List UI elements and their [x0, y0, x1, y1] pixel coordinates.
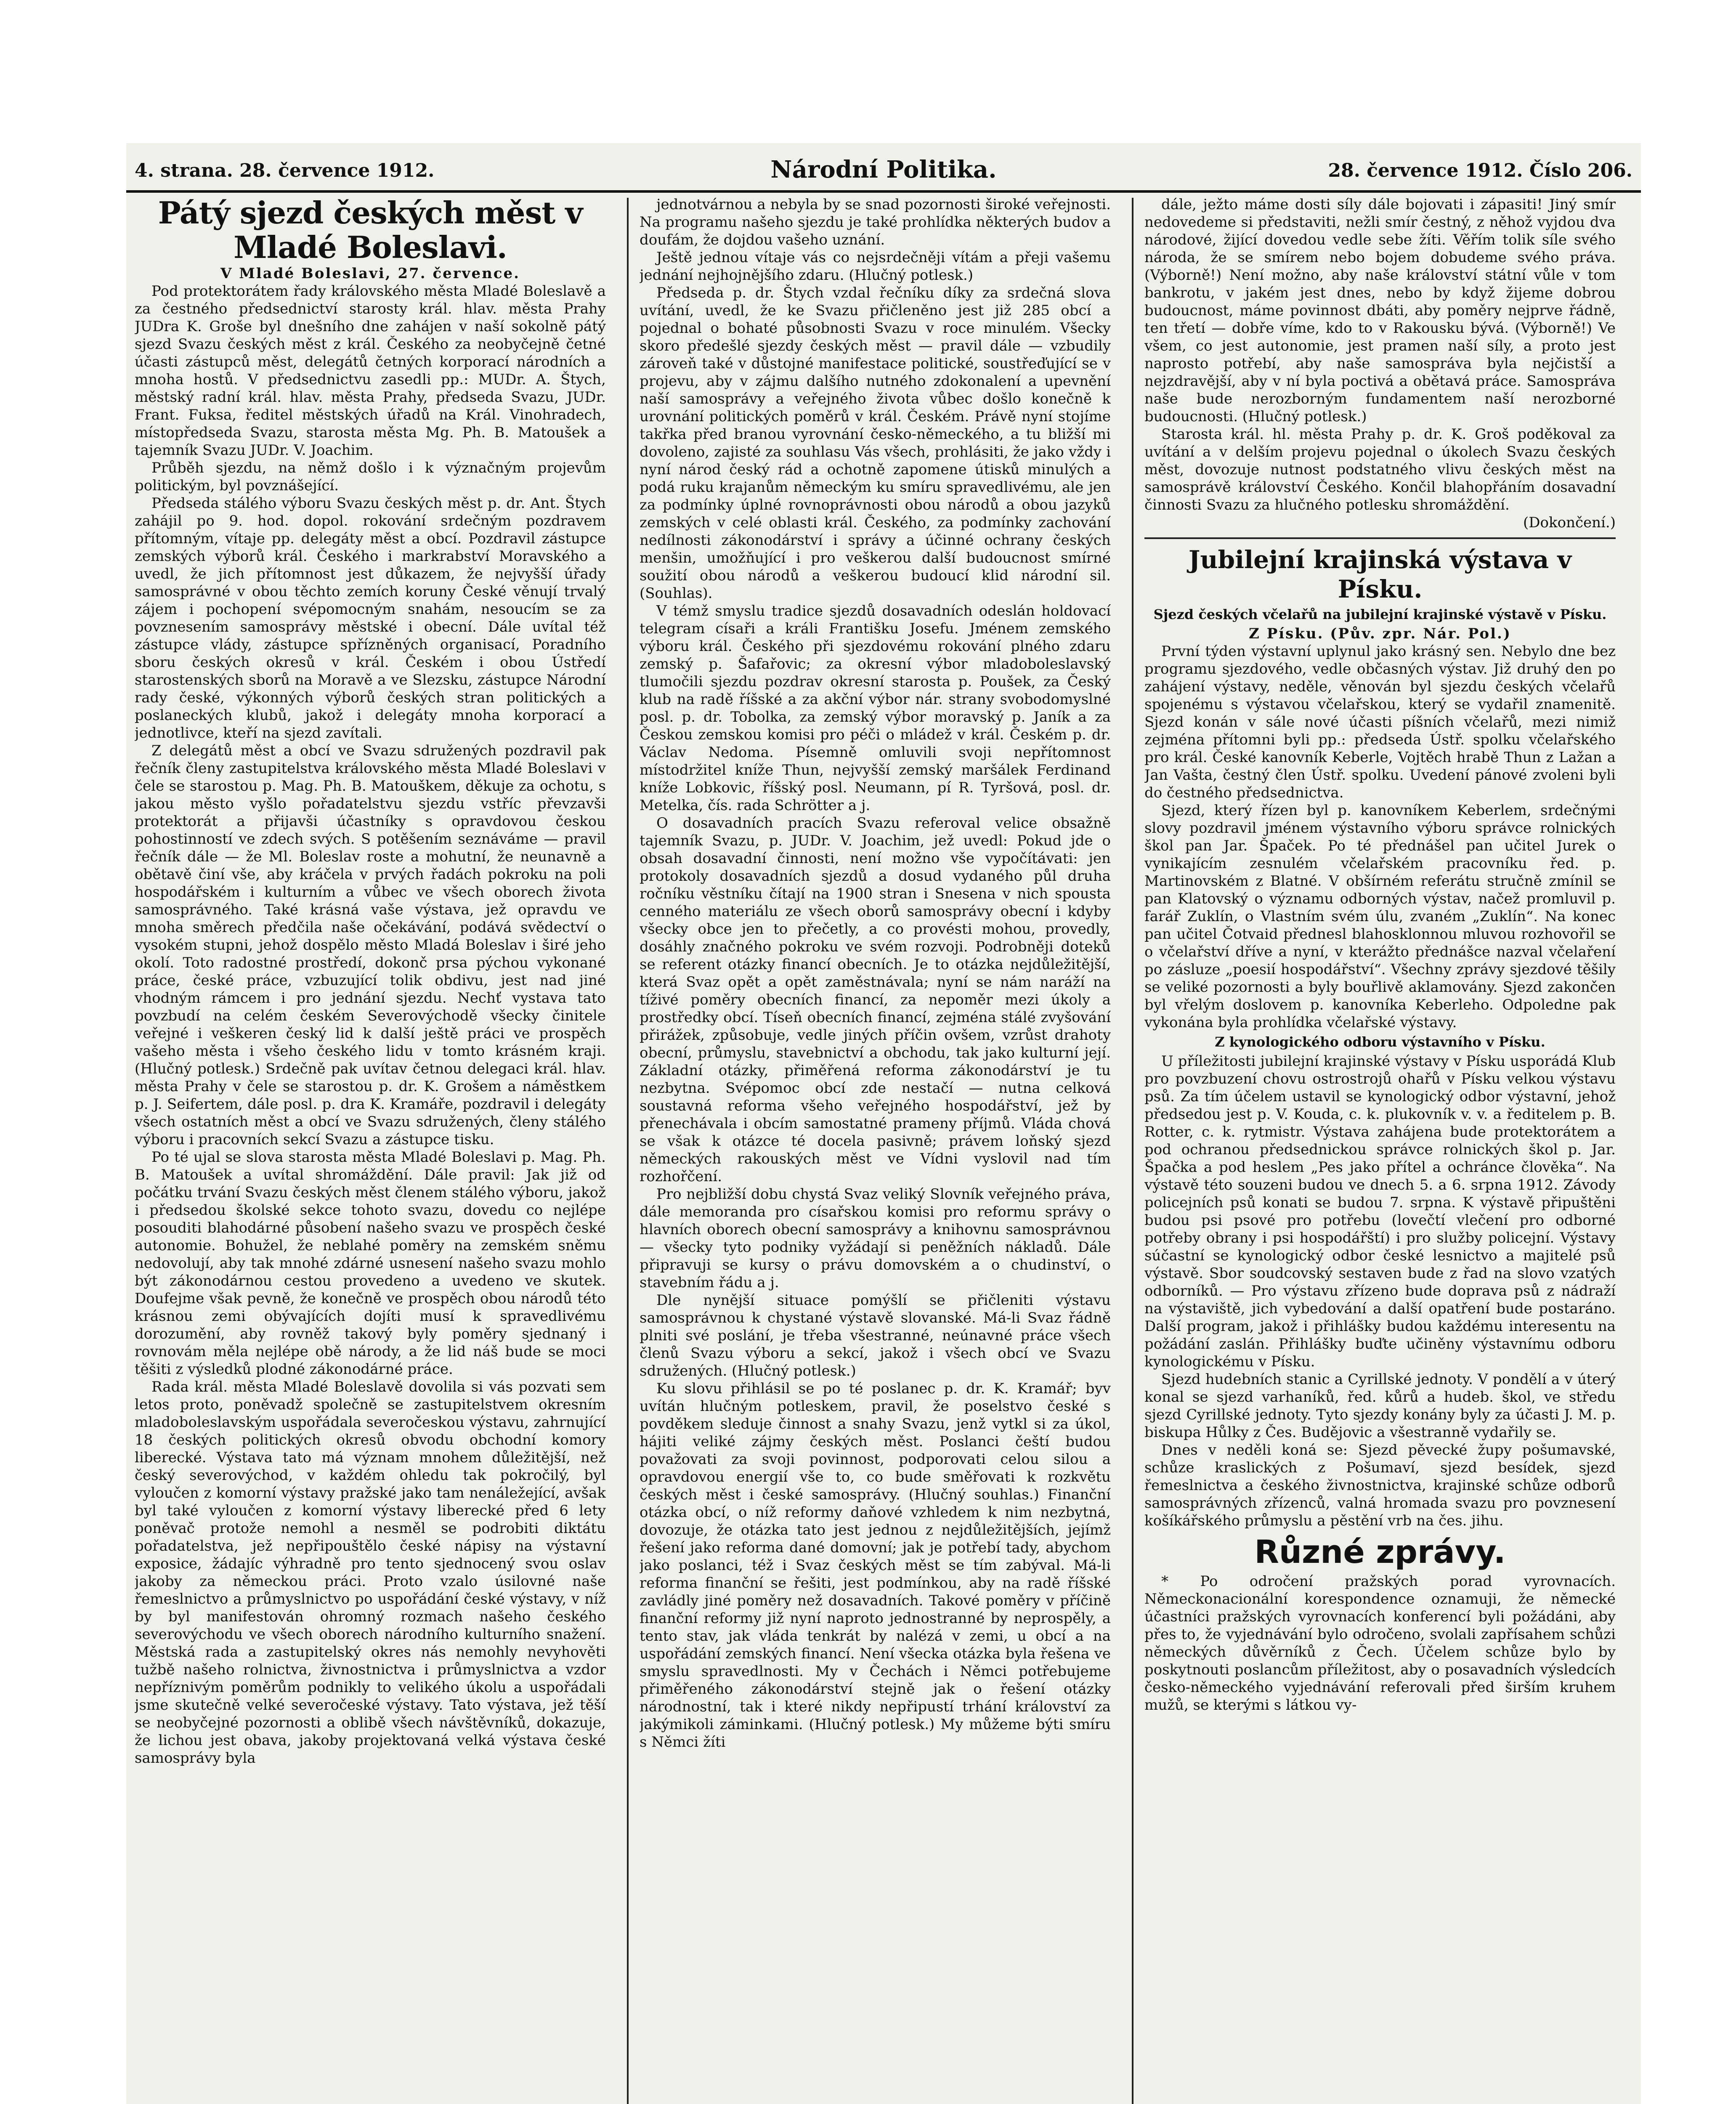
paragraph: Průběh sjezdu, na němž došlo i k význačným projevům politickým, byl povznášející.	[135, 460, 606, 494]
paragraph: * Po odročení pražských porad vyrovnacích. Německonacionální korespondence oznamuji, že německé účastníci pražských vyrovnacích konferencí byli požádáni, aby přes to, že vyjednávání bylo odročeno, svolali zapřísahem schůzi německých důvěrníků z Čech. Účelem schůze bylo by poskytnouti poslancům příležitost, aby o posavadních výsledcích česko-německého vyjednávání referovali před širším kruhem mužů, se kterými s látkou vy-	[1144, 1573, 1616, 1713]
paragraph: Sjezd hudebních stanic a Cyrillské jednoty. V pondělí a v úterý konal se sjezd varhaníků, řed. kůrů a hudeb. škol, ve středu sjezd Cyrillské jednoty. Tyto sjezdy konány byly za účasti J. M. p. biskupa Hůlky z Čes. Budějovic a všestranně vydařily se.	[1144, 1371, 1616, 1441]
paragraph: Předseda stálého výboru Svazu českých měst p. dr. Ant. Štych zahájil po 9. hod. dopol. rokování srdečným pozdravem přítomným, vítaje pp. delegáty měst a obcí. Pozdravil zástupce zemských výborů král. Českého i markrabství Moravského a uvedl, že jich přítomnost jest důkazem, že nejvyšší úřady samosprávné v obou těchto zemích koruny České věnují trvalý zájem i pochopení svépomocným snahám, nesoucím se za povznesením samosprávy městské i obecní. Dále uvítal též zástupce vlády, zástupce spřízněných organisací, Poradního sboru českých okresů v král. Českém i obou Ústředí starostenských sborů na Moravě a ve Slezsku, zástupce Národní rady české, výkonných výborů českých stran politických a poslaneckých klubů, jakož i delegáty mnoha korporací a jednotlivce, kteří na sjezd zavítali.	[135, 495, 606, 741]
paragraph: První týden výstavní uplynul jako krásný sen. Nebylo dne bez programu sjezdového, vedle občasných výstav. Již druhý den po zahájení výstavy, neděle, věnován byl sjezdu českých včelařů spojenému s výstavou včelařskou, který se vydařil znamenitě. Sjezd konán v sále nové účasti píšních včelařů, mezi nimiž zejména přítomni byli pp.: předseda Ústř. spolku včelařského pro král. České kanovník Keberle, Vojtěch hrabě Thun z Lažan a Jan Vašta, čestný člen Ústř. spolku. Uvedení pánové zvoleni byli do čestného předsednictva.	[1144, 643, 1616, 801]
paragraph: Předseda p. dr. Štych vzdal řečníku díky za srdečná slova uvítání, uvedl, že ke Svazu přičleněno jest již 285 obcí a pojednal o bohaté působnosti Svazu v roce minulém. Všecky skoro předešlé sjezdy českých měst — pravil dále — vzbudily zároveň také v důstojné manifestace politické, soustřeďující se v projevu, aby v zájmu dalšího nutného zdokonalení a upevnění naší samosprávy a veřejného života vůbec došlo konečně k urovnání politických poměrů v král. Českém. Právě nyní stojíme takřka před branou vyrovnání česko-německého, a tu bližší mi dovoleno, zajisté za souhlasu Vás všech, prohlásiti, že jako vždy i nyní národ český rád a ochotně zapomene útisků minulých a podá ruku krajanům německým ku smíru spravedlivému, ale jen za podmínky úplné rovnoprávnosti obou národů a obou jazyků zemských v celé oblasti král. Českého, za podmínky zachování nedílnosti zákonodárství i správy a účinné ochrany českých menšin, umožňující i pro veškerou další budoucnost smírné soužití obou národů a veškerou budoucí klid národní sil. (Souhlas).	[640, 284, 1111, 602]
article-title: Pátý sjezd českých měst v Mladé Boleslavi.	[158, 196, 583, 265]
paragraph: Pod protektorátem řady královského města Mladé Boleslavě a za čestného předsednictví starosty král. hlav. města Prahy JUDra K. Groše byl dnešního dne zahájen v naší sokolně pátý sjezd Svazu českých měst z král. Českého za neobyčejně četné účasti zástupců měst, delegátů četných korporací národních a mnoha hostů. V předsednictvu zasedli pp.: MUDr. A. Štych, městský radní král. hlav. města Prahy, předseda Svazu, JUDr. Frant. Fuksa, ředitel městských úřadů na Král. Vinohradech, místopředseda Svazu, starosta města Mg. Ph. B. Matoušek a tajemník Svazu JUDr. V. Joachim.	[135, 283, 606, 459]
article-dateline-2: Z Písku. (Pův. zpr. Nár. Pol.)	[1249, 625, 1511, 642]
paragraph: Rada král. města Mladé Boleslavě dovolila si vás pozvati sem letos proto, poněvadž společně se zastupitelstvem okresním mladoboleslavským uspořádala severočeskou výstavu, zahrnující 18 českých politických okresů obvodu obchodní komory liberecké. Výstava tato má význam mnohem důležitější, než český severovýchod, v každém ohledu tak pokročilý, byl vyloučen z komorní výstavy pražské jako tam nenáležející, avšak byl také vyloučen z komorní výstavy liberecké před 6 lety poněvač protože nemohl a nesměl se podrobiti diktátu pořadatelstva, jež nepřipouštělo české nápisy na výstavní exposice, žádajíc výhradně pro tento sjednocený svou oslav jakoby za německou práci. Proto vzalo úsilovné naše řemeslnictvo a průmyslnictvo po uspořádání české výstavy, v níž by byl manifestován ohromný rozmach našeho českého severovýchodu ve všech oborech národního kulturního snažení. Městská rada a zastupitelský okres nás nemohly nevyhověti tužbě našeho rolnictva, živnostnictva i průmyslnictva a vzdor nepříznivým poměrům podnikly to velikého úkolu a uspořádali jsme skutečně velké severočeské výstavy. Tato výstava, jež těší se neobyčejné pozornosti a oblibě všech návštěvníků, dokazuje, že lichou jest obava, jakoby projektovaná velká výstava české samosprávy byla	[135, 1379, 606, 1767]
paragraph: dále, ježto máme dosti síly dále bojovati i zápasiti! Jiný smír nedovedeme si představiti, nežli smír čestný, z něhož vyjdou dva národové, žijící dovedou vedle sebe žíti. Věřím tolik síle svého národa, že se smírem nebo bojem dobudeme svého práva. (Výborně!) Není možno, aby naše království státní vůle v tom bankrotu, v jakém jest dnes, nebo by když žijeme dobrou budoucnost, máme povinnost dbáti, aby poměry nejprve řádně, ten třetí — dobře víme, kdo to v Rakousku bývá. (Výborně!) Ve všem, co jest autonomie, jest pramen naší síly, a proto jest naprosto potřebí, aby naše samospráva byla nejčistší a nejzdravější, aby v ní byla poctivá a obětavá práce. Samospráva naše bude nerozborným fundamentem naší nerozborné budoucnosti. (Hlučný potlesk.)	[1144, 196, 1616, 425]
section-divider	[1144, 537, 1616, 539]
column-divider	[1132, 198, 1133, 2104]
article-title-2: Jubilejní krajinská výstava v Písku.	[1188, 545, 1572, 603]
paragraph: Starosta král. hl. města Prahy p. dr. K. Groš poděkoval za uvítání a v delším projevu pojednal o úkolech Svazu českých měst, dovozuje nutnost podstatného vlivu českých měst na samosprávě království Českého. Končil blahopřáním dosavadní činnosti Svazu za hlučného potlesku shromáždění.	[1144, 426, 1616, 513]
column-divider	[627, 198, 629, 2104]
paragraph: Ještě jednou vítaje vás co nejsrdečněji vítám a přeji vašemu jednání nejhojnějšího zdaru. (Hlučný potlesk.)	[640, 249, 1111, 284]
paragraph: jednotvárnou a nebyla by se snad pozornosti široké veřejnosti. Na programu našeho sjezdu je také prohlídka některých budov a doufám, že dojdou vašeho uznání.	[640, 196, 1111, 248]
header-page-date: 4. strana. 28. července 1912.	[135, 160, 435, 181]
column-1	[135, 196, 606, 2104]
column-2	[640, 196, 1111, 2104]
paragraph: Sjezd, který řízen byl p. kanovníkem Keberlem, srdečnými slovy pozdravil jménem výstavního výboru správce rolnických škol pan Jar. Špaček. Po té přednášel pan učitel Jurek o vynikajícím zesnulém včelařském pracovníku řed. p. Martinovském z Blatné. V obšírném referátu stručně zmínil se pan Klatovský o významu odborných výstav, načež promluvil p. farář Zuklín, o Vlastním svém úlu, zvaném „Zuklín“. Na konec pan učitel Čotvaid přednesl blahosklonnou mluvou rozhovořil se o včelařství dříve a nyní, v kterážto přednášce nazval včelaření po zásluze „poesií hospodářství“. Všechny zprávy sjezdové těšily se veliké pozornosti a byly bouřlivě aklamovány. Sjezd zakončen byl vřelým doslovem p. kanovníka Keberleho. Odpoledne pak vykonána byla prohlídka včelařské výstavy.	[1144, 802, 1616, 1031]
header-issue: 28. července 1912. Číslo 206.	[1328, 160, 1632, 181]
header-rule	[126, 190, 1641, 193]
article-subhead: Sjezd českých včelařů na jubilejní krajinské výstavě v Písku.	[1153, 606, 1607, 622]
paragraph: U příležitosti jubilejní krajinské výstavy v Písku usporádá Klub pro povzbuzení chovu ostrostrojů ohařů v Písku velkou výstavu psů. Za tím účelem ustavil se kynologický odbor výstavní, jehož předsedou jest p. V. Kouda, c. k. plukovník v. v. a ředitelem p. B. Rotter, c. k. rytmistr. Výstava zahájena bude protektorátem a pod ochranou předsednickou správce rolnických škol p. Jar. Špačka a pod heslem „Pes jako přítel a ochránce člověka“. Na výstavě této souzeni budou ve dnech 5. a 6. srpna 1912. Závody policejních psů konati se budou 7. srpna. K výstavě připuštěni budou psi psové pro potřebu (lovečtí vlečení pro odborné potřeby obrany i psi hospodářští) i pro služby policejní. Výstavy súčastní se kynologický odbor české lesnictvo a majitelé psů výstavě. Sbor soudcovský sestaven bude z řad na slovo vzatých odborníků. — Pro výstavu zřízeno bude doprava psů z nádraží na výstaviště, jich vybedování a další opatření bude postaráno. Další program, jakož i přihlášky budou každému interesentu na požádání zaslán. Přihlášky buďte učiněny výstavnímu odboru kynologickému v Písku.	[1144, 1053, 1616, 1370]
section-title-news: Různé zprávy.	[1254, 1533, 1506, 1570]
paragraph: Ku slovu přihlásil se po té poslanec p. dr. K. Kramář; byv uvítán hlučným potleskem, pravil, že poselstvo české s povděkem sleduje činnost a snahy Svazu, jenž vytkl si za úkol, hájiti veliké zájmy českých měst. Poslanci čeští budou považovati za svoji povinnost, podporovati celou silou a opravdovou energií vše to, co bude směřovati k rozkvětu českých měst i české samosprávy. (Hlučný souhlas.) Finanční otázka obcí, o níž reformy daňové vzhledem k nim nezbytná, dovozuje, že otázka tato jest jednou z nejdůležitějších, jejímž řešení jako reforma dané domovní; jak je potřebí tady, abychom jako poslanci, též i Svaz českých měst se tím zabýval. Má-li reforma finanční se řešiti, jest podmínkou, aby na radě říšské zavládly jiné poměry než dosavadních. Takové poměry v příčině finanční reformy již nyní naproto jednostranné by neprospěly, a tento stav, jak vláda tenkrát by nalézá v zemi, u obcí a na uspořádání zemských financí. Není všecka otázka byla řešena ve smyslu spravedlnosti. My v Čechách i Němci potřebujeme přiměřeného zákonodárství stejně jak o řešení otázky národnostní, tak i které nikdy nepřipustí trhání království za jakýmikoli záminkami. (Hlučný potlesk.) My můžeme býti smíru s Němci žíti	[640, 1380, 1111, 1751]
section-subhead: Z kynologického odboru výstavního v Písku.	[1215, 1034, 1545, 1050]
paragraph: Dnes v neděli koná se: Sjezd pěvecké župy pošumavské, schůze kraslických z Pošumaví, sjezd besídek, sjezd řemeslnictva a českého živnostnictva, krajinské schůze odborů samosprávných zřízenců, valná hromada svazu pro povznesení košíkářského průmyslu a pěstění vrb na čes. jihu.	[1144, 1442, 1616, 1529]
paragraph: O dosavadních pracích Svazu referoval velice obsažně tajemník Svazu, p. JUDr. V. Joachim, jež uvedl: Pokud jde o obsah dosavadní činnosti, není možno vše vypočítávati: jen protokoly dosavadních sjezdů a dosud vydaného půl druha ročníku věstníku čítají na 1900 stran i Snesena v nich spousta cenného materiálu ze všech oborů samosprávy obecní i kdyby všecky obce jen to přečetly, a co provésti mohou, provedly, dosáhly značného pokroku ve svém rozvoji. Podrobněji doteků se referent otázky financí obecních. Je to otázka nejdůležitější, která Svaz opět a opět zaměstnávala; nyní se nám naráží na tíživé poměry obecních financí, za nepoměr mezi úkoly a prostředky obcí. Tíseň obecních financí, zejména stálé zvyšování přirážek, způsobuje, vedle jiných příčin ovšem, vzrůst drahoty obecní, průmyslu, stavebnictví a obchodu, tak jako kulturní její. Základní otázky, přiměřená reforma zákonodárství je tu nezbytna. Svépomoc obcí zde nestačí — nutna celková soustavná reforma všeho veřejného hospodářství, jež by přenechávala i obcím samostatné prameny příjmů. Vláda chová se však k otázce té docela pasivně; právem loňský sjezd německých rakouských měst ve Vídni vyslovil nad tím rozhořčení.	[640, 815, 1111, 1185]
page-header	[126, 156, 1641, 189]
paragraph: Z delegátů měst a obcí ve Svazu sdružených pozdravil pak řečník členy zastupitelstva královského města Mladé Boleslavi v čele se starostou p. Mag. Ph. B. Matouškem, děkuje za ochotu, s jakou město vyšlo pořadatelstvu sjezdu vstříc převzavši protektorát a přijavši účastníky s opravdovou českou pohostinností ve zdech svých. S potěšením seznáváme — pravil řečník dále — že Ml. Boleslav roste a mohutní, že neunavně a obětavě činí vše, aby kráčela v prvých řadách pokroku na poli hospodářském i kulturním a vůbec ve všech oborech života samosprávného. Také krásná vaše výstava, jež opravdu ve mnoha směrech předčila naše očekávání, podává svědectví o vysokém stupni, jehož dospělo město Mladá Boleslav i širé jeho okolí. Toto radostné prostředí, dokonč prsa pýchou vykonané práce, české práce, vzbuzující tolik obdivu, jest nad jiné vhodným rámcem i pro jednání sjezdu. Nechť vystava tato povzbudí na celém českém Severovýchodě všecky činitele veřejné i veškeren český lid k další ještě práci ve prospěch vašeho města i všeho českého lidu v tomto krásném kraji. (Hlučný potlesk.) Srdečně pak uvítav četnou delegaci král. hlav. města Prahy v čele se starostou p. dr. K. Grošem a náměstkem p. J. Seifertem, dále posl. p. dra K. Kramáře, pozdravil i delegáty všech ostatních měst a obcí ve Svazu sdružených, členy stálého výboru i pracovních sekcí Svazu a zástupce tisku.	[135, 742, 606, 1148]
masthead: Národní Politika.	[770, 156, 997, 183]
column-3	[1144, 196, 1616, 2104]
paragraph: Dle nynější situace pomýšlí se přičleniti výstavu samosprávnou k chystané výstavě slovanské. Má-li Svaz řádně plniti své poslání, je třeba všestranné, neúnavné práce všech členů Svazu výboru a sekcí, jakož i všech obcí ve Svazu sdružených. (Hlučný potlesk.)	[640, 1292, 1111, 1379]
article-dateline: V Mladé Boleslavi, 27. července.	[220, 265, 520, 282]
continuation-note: (Dokončení.)	[1523, 514, 1616, 531]
paragraph: Pro nejbližší dobu chystá Svaz veliký Slovník veřejného práva, dále memoranda pro císařskou komisi pro reformu správy o hlavních oborech obecní samosprávy a knihovnu samosprávnou — všecky tyto podniky vyžádají si peněžních nákladů. Dále připravuji se kursy o právu domovském a o chudinství, o stavebním řádu a j.	[640, 1186, 1111, 1291]
paragraph: V témž smyslu tradice sjezdů dosavadních odeslán holdovací telegram císaři a králi Františku Josefu. Jménem zemského výboru král. Českého při sjezdovému rokování plného zdaru zemský p. Šafařovic; za okresní výbor mladoboleslavský tlumočili sjezdu pozdrav okresní starosta p. Poušek, za Český klub na radě říšské a za akční výbor nár. strany svobodomyslné posl. p. dr. Tobolka, za zemský výbor moravský p. Janík a za Českou zemskou komisi pro péči o mládež v král. Českém p. dr. Václav Nedoma. Písemně omluvili svoji nepřítomnost místodržitel kníže Thun, nejvyšší zemský maršálek Ferdinand kníže Lobkovic, říšský posl. Neumann, pí R. Tyršová, posl. dr. Metelka, čís. rada Schrötter a j.	[640, 603, 1111, 814]
paragraph: Po té ujal se slova starosta města Mladé Boleslavi p. Mag. Ph. B. Matoušek a uvítal shromáždění. Dále pravil: Jak již od počátku trvání Svazu českých měst členem stálého výboru, jakož i předsedou školské sekce tohoto svazu, dovedu co nejlépe posouditi blahodárné působení našeho svazu ve prospěch české autonomie. Bohužel, že neblahé poměry na zemském sněmu nedovolují, aby tak mnohé zdárné usnesení našeho svazu mohlo být zákonodárnou cestou provedeno a uvedeno ve skutek. Doufejme však pevně, že konečně ve prospěch obou národů této krásnou zemi obývajících dojíti musí k spravedlivému dorozumění, aby rovněž takový byly poměry sjednaný i rovnovám měla nejlépe obě národy, a že lid náš bude se moci těšiti z výsledků plodné zákonodárné práce.	[135, 1149, 606, 1378]
